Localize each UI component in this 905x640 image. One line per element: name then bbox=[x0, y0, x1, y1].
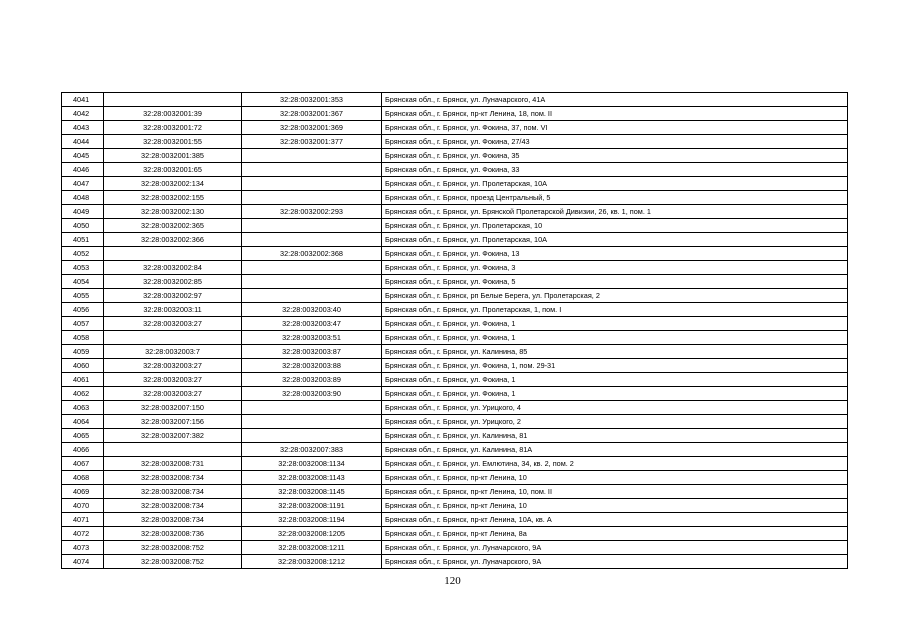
row-number-cell: 4046 bbox=[62, 163, 104, 177]
parcel-cadastral-number-cell: 32:28:0032001:39 bbox=[104, 107, 242, 121]
object-cadastral-number-cell: 32:28:0032001:353 bbox=[242, 93, 382, 107]
parcel-cadastral-number-cell bbox=[104, 443, 242, 457]
parcel-cadastral-number-cell: 32:28:0032001:55 bbox=[104, 135, 242, 149]
object-cadastral-number-cell: 32:28:0032008:1134 bbox=[242, 457, 382, 471]
row-number-cell: 4071 bbox=[62, 513, 104, 527]
row-number-cell: 4043 bbox=[62, 121, 104, 135]
row-number-cell: 4065 bbox=[62, 429, 104, 443]
table-row bbox=[62, 149, 848, 163]
address-cell: Брянская обл., г. Брянск, ул. Урицкого, 2 bbox=[382, 415, 848, 429]
address-cell: Брянская обл., г. Брянск, ул. Фокина, 1, пом. 29-31 bbox=[382, 359, 848, 373]
object-cadastral-number-cell bbox=[242, 177, 382, 191]
parcel-cadastral-number-cell: 32:28:0032007:382 bbox=[104, 429, 242, 443]
object-cadastral-number-cell: 32:28:0032003:87 bbox=[242, 345, 382, 359]
address-cell: Брянская обл., г. Брянск, ул. Фокина, 37, пом. VI bbox=[382, 121, 848, 135]
row-number-cell: 4068 bbox=[62, 471, 104, 485]
table-row bbox=[62, 247, 848, 261]
table-row bbox=[62, 303, 848, 317]
parcel-cadastral-number-cell: 32:28:0032003:27 bbox=[104, 359, 242, 373]
parcel-cadastral-number-cell: 32:28:0032001:72 bbox=[104, 121, 242, 135]
table-row bbox=[62, 345, 848, 359]
object-cadastral-number-cell: 32:28:0032003:90 bbox=[242, 387, 382, 401]
address-cell: Брянская обл., г. Брянск, ул. Фокина, 3 bbox=[382, 261, 848, 275]
parcel-cadastral-number-cell: 32:28:0032003:27 bbox=[104, 373, 242, 387]
table-row bbox=[62, 107, 848, 121]
object-cadastral-number-cell: 32:28:0032003:89 bbox=[242, 373, 382, 387]
table-row bbox=[62, 457, 848, 471]
row-number-cell: 4049 bbox=[62, 205, 104, 219]
object-cadastral-number-cell: 32:28:0032002:368 bbox=[242, 247, 382, 261]
parcel-cadastral-number-cell: 32:28:0032001:65 bbox=[104, 163, 242, 177]
row-number-cell: 4063 bbox=[62, 401, 104, 415]
row-number-cell: 4064 bbox=[62, 415, 104, 429]
table-row bbox=[62, 527, 848, 541]
object-cadastral-number-cell: 32:28:0032008:1143 bbox=[242, 471, 382, 485]
registry-table bbox=[61, 92, 848, 569]
parcel-cadastral-number-cell: 32:28:0032007:150 bbox=[104, 401, 242, 415]
row-number-cell: 4058 bbox=[62, 331, 104, 345]
parcel-cadastral-number-cell: 32:28:0032002:85 bbox=[104, 275, 242, 289]
table-row bbox=[62, 205, 848, 219]
parcel-cadastral-number-cell: 32:28:0032003:27 bbox=[104, 317, 242, 331]
row-number-cell: 4047 bbox=[62, 177, 104, 191]
table-row bbox=[62, 121, 848, 135]
row-number-cell: 4042 bbox=[62, 107, 104, 121]
table-row bbox=[62, 219, 848, 233]
table-row bbox=[62, 373, 848, 387]
object-cadastral-number-cell: 32:28:0032001:367 bbox=[242, 107, 382, 121]
address-cell: Брянская обл., г. Брянск, пр-кт Ленина, 10, пом. II bbox=[382, 485, 848, 499]
address-cell: Брянская обл., г. Брянск, ул. Пролетарская, 10 bbox=[382, 219, 848, 233]
row-number-cell: 4059 bbox=[62, 345, 104, 359]
parcel-cadastral-number-cell: 32:28:0032008:731 bbox=[104, 457, 242, 471]
parcel-cadastral-number-cell: 32:28:0032002:130 bbox=[104, 205, 242, 219]
address-cell: Брянская обл., г. Брянск, ул. Фокина, 5 bbox=[382, 275, 848, 289]
address-cell: Брянская обл., г. Брянск, ул. Калинина, 81 bbox=[382, 429, 848, 443]
address-cell: Брянская обл., г. Брянск, ул. Фокина, 35 bbox=[382, 149, 848, 163]
parcel-cadastral-number-cell: 32:28:0032002:97 bbox=[104, 289, 242, 303]
parcel-cadastral-number-cell: 32:28:0032008:734 bbox=[104, 499, 242, 513]
row-number-cell: 4052 bbox=[62, 247, 104, 261]
row-number-cell: 4073 bbox=[62, 541, 104, 555]
row-number-cell: 4072 bbox=[62, 527, 104, 541]
address-cell: Брянская обл., г. Брянск, ул. Фокина, 13 bbox=[382, 247, 848, 261]
row-number-cell: 4045 bbox=[62, 149, 104, 163]
table-row bbox=[62, 331, 848, 345]
object-cadastral-number-cell bbox=[242, 163, 382, 177]
parcel-cadastral-number-cell: 32:28:0032008:734 bbox=[104, 471, 242, 485]
table-row bbox=[62, 135, 848, 149]
row-number-cell: 4054 bbox=[62, 275, 104, 289]
address-cell: Брянская обл., г. Брянск, ул. Луначарского, 9А bbox=[382, 541, 848, 555]
object-cadastral-number-cell: 32:28:0032008:1212 bbox=[242, 555, 382, 569]
row-number-cell: 4050 bbox=[62, 219, 104, 233]
object-cadastral-number-cell bbox=[242, 261, 382, 275]
parcel-cadastral-number-cell: 32:28:0032008:752 bbox=[104, 541, 242, 555]
object-cadastral-number-cell: 32:28:0032003:40 bbox=[242, 303, 382, 317]
row-number-cell: 4048 bbox=[62, 191, 104, 205]
address-cell: Брянская обл., г. Брянск, пр-кт Ленина, 8а bbox=[382, 527, 848, 541]
object-cadastral-number-cell bbox=[242, 191, 382, 205]
parcel-cadastral-number-cell: 32:28:0032002:155 bbox=[104, 191, 242, 205]
parcel-cadastral-number-cell: 32:28:0032003:7 bbox=[104, 345, 242, 359]
row-number-cell: 4056 bbox=[62, 303, 104, 317]
object-cadastral-number-cell: 32:28:0032002:293 bbox=[242, 205, 382, 219]
parcel-cadastral-number-cell: 32:28:0032008:734 bbox=[104, 513, 242, 527]
parcel-cadastral-number-cell: 32:28:0032008:752 bbox=[104, 555, 242, 569]
parcel-cadastral-number-cell: 32:28:0032003:11 bbox=[104, 303, 242, 317]
row-number-cell: 4055 bbox=[62, 289, 104, 303]
object-cadastral-number-cell: 32:28:0032003:51 bbox=[242, 331, 382, 345]
address-cell: Брянская обл., г. Брянск, ул. Луначарского, 9А bbox=[382, 555, 848, 569]
parcel-cadastral-number-cell: 32:28:0032002:134 bbox=[104, 177, 242, 191]
address-cell: Брянская обл., г. Брянск, ул. Калинина, 81А bbox=[382, 443, 848, 457]
row-number-cell: 4070 bbox=[62, 499, 104, 513]
object-cadastral-number-cell bbox=[242, 289, 382, 303]
table-row bbox=[62, 541, 848, 555]
object-cadastral-number-cell bbox=[242, 401, 382, 415]
address-cell: Брянская обл., г. Брянск, пр-кт Ленина, 18, пом. II bbox=[382, 107, 848, 121]
row-number-cell: 4057 bbox=[62, 317, 104, 331]
parcel-cadastral-number-cell: 32:28:0032008:736 bbox=[104, 527, 242, 541]
row-number-cell: 4061 bbox=[62, 373, 104, 387]
parcel-cadastral-number-cell bbox=[104, 331, 242, 345]
table-row bbox=[62, 261, 848, 275]
address-cell: Брянская обл., г. Брянск, ул. Фокина, 33 bbox=[382, 163, 848, 177]
object-cadastral-number-cell: 32:28:0032008:1191 bbox=[242, 499, 382, 513]
table-row bbox=[62, 401, 848, 415]
table-row bbox=[62, 443, 848, 457]
parcel-cadastral-number-cell: 32:28:0032002:365 bbox=[104, 219, 242, 233]
table-row bbox=[62, 387, 848, 401]
object-cadastral-number-cell bbox=[242, 275, 382, 289]
row-number-cell: 4041 bbox=[62, 93, 104, 107]
row-number-cell: 4051 bbox=[62, 233, 104, 247]
table-row bbox=[62, 429, 848, 443]
object-cadastral-number-cell bbox=[242, 149, 382, 163]
table-row bbox=[62, 233, 848, 247]
object-cadastral-number-cell bbox=[242, 429, 382, 443]
object-cadastral-number-cell: 32:28:0032008:1211 bbox=[242, 541, 382, 555]
table-row bbox=[62, 93, 848, 107]
address-cell: Брянская обл., г. Брянск, ул. Фокина, 1 bbox=[382, 387, 848, 401]
table-row bbox=[62, 499, 848, 513]
parcel-cadastral-number-cell: 32:28:0032003:27 bbox=[104, 387, 242, 401]
row-number-cell: 4062 bbox=[62, 387, 104, 401]
row-number-cell: 4060 bbox=[62, 359, 104, 373]
row-number-cell: 4069 bbox=[62, 485, 104, 499]
address-cell: Брянская обл., г. Брянск, ул. Пролетарская, 1, пом. I bbox=[382, 303, 848, 317]
address-cell: Брянская обл., г. Брянск, ул. Фокина, 1 bbox=[382, 373, 848, 387]
table-row bbox=[62, 359, 848, 373]
object-cadastral-number-cell: 32:28:0032008:1205 bbox=[242, 527, 382, 541]
object-cadastral-number-cell bbox=[242, 415, 382, 429]
object-cadastral-number-cell: 32:28:0032003:88 bbox=[242, 359, 382, 373]
page-number: 120 bbox=[444, 575, 461, 587]
table-row bbox=[62, 485, 848, 499]
address-cell: Брянская обл., г. Брянск, пр-кт Ленина, 10 bbox=[382, 499, 848, 513]
parcel-cadastral-number-cell bbox=[104, 247, 242, 261]
object-cadastral-number-cell bbox=[242, 219, 382, 233]
parcel-cadastral-number-cell: 32:28:0032001:385 bbox=[104, 149, 242, 163]
registry-table-body bbox=[62, 93, 848, 569]
row-number-cell: 4053 bbox=[62, 261, 104, 275]
table-row bbox=[62, 513, 848, 527]
table-row bbox=[62, 289, 848, 303]
parcel-cadastral-number-cell: 32:28:0032007:156 bbox=[104, 415, 242, 429]
address-cell: Брянская обл., г. Брянск, ул. Емлютина, 34, кв. 2, пом. 2 bbox=[382, 457, 848, 471]
object-cadastral-number-cell: 32:28:0032003:47 bbox=[242, 317, 382, 331]
table-row bbox=[62, 191, 848, 205]
parcel-cadastral-number-cell: 32:28:0032008:734 bbox=[104, 485, 242, 499]
object-cadastral-number-cell bbox=[242, 233, 382, 247]
parcel-cadastral-number-cell: 32:28:0032002:84 bbox=[104, 261, 242, 275]
address-cell: Брянская обл., г. Брянск, пр-кт Ленина, 10А, кв. А bbox=[382, 513, 848, 527]
object-cadastral-number-cell: 32:28:0032001:377 bbox=[242, 135, 382, 149]
object-cadastral-number-cell: 32:28:0032007:383 bbox=[242, 443, 382, 457]
table-row bbox=[62, 415, 848, 429]
parcel-cadastral-number-cell: 32:28:0032002:366 bbox=[104, 233, 242, 247]
address-cell: Брянская обл., г. Брянск, ул. Луначарского, 41А bbox=[382, 93, 848, 107]
object-cadastral-number-cell: 32:28:0032008:1194 bbox=[242, 513, 382, 527]
parcel-cadastral-number-cell bbox=[104, 93, 242, 107]
table-row bbox=[62, 275, 848, 289]
address-cell: Брянская обл., г. Брянск, рп Белые Берега, ул. Пролетарская, 2 bbox=[382, 289, 848, 303]
object-cadastral-number-cell: 32:28:0032001:369 bbox=[242, 121, 382, 135]
address-cell: Брянская обл., г. Брянск, ул. Урицкого, 4 bbox=[382, 401, 848, 415]
address-cell: Брянская обл., г. Брянск, ул. Фокина, 1 bbox=[382, 331, 848, 345]
table-row bbox=[62, 163, 848, 177]
address-cell: Брянская обл., г. Брянск, проезд Центральный, 5 bbox=[382, 191, 848, 205]
address-cell: Брянская обл., г. Брянск, ул. Фокина, 1 bbox=[382, 317, 848, 331]
address-cell: Брянская обл., г. Брянск, ул. Пролетарская, 10А bbox=[382, 233, 848, 247]
table-row bbox=[62, 471, 848, 485]
row-number-cell: 4044 bbox=[62, 135, 104, 149]
address-cell: Брянская обл., г. Брянск, ул. Брянской Пролетарской Дивизии, 26, кв. 1, пом. 1 bbox=[382, 205, 848, 219]
row-number-cell: 4067 bbox=[62, 457, 104, 471]
table-row bbox=[62, 317, 848, 331]
row-number-cell: 4074 bbox=[62, 555, 104, 569]
address-cell: Брянская обл., г. Брянск, ул. Калинина, 85 bbox=[382, 345, 848, 359]
table-row bbox=[62, 177, 848, 191]
row-number-cell: 4066 bbox=[62, 443, 104, 457]
address-cell: Брянская обл., г. Брянск, пр-кт Ленина, 10 bbox=[382, 471, 848, 485]
object-cadastral-number-cell: 32:28:0032008:1145 bbox=[242, 485, 382, 499]
table-row bbox=[62, 555, 848, 569]
address-cell: Брянская обл., г. Брянск, ул. Пролетарская, 10А bbox=[382, 177, 848, 191]
address-cell: Брянская обл., г. Брянск, ул. Фокина, 27/43 bbox=[382, 135, 848, 149]
